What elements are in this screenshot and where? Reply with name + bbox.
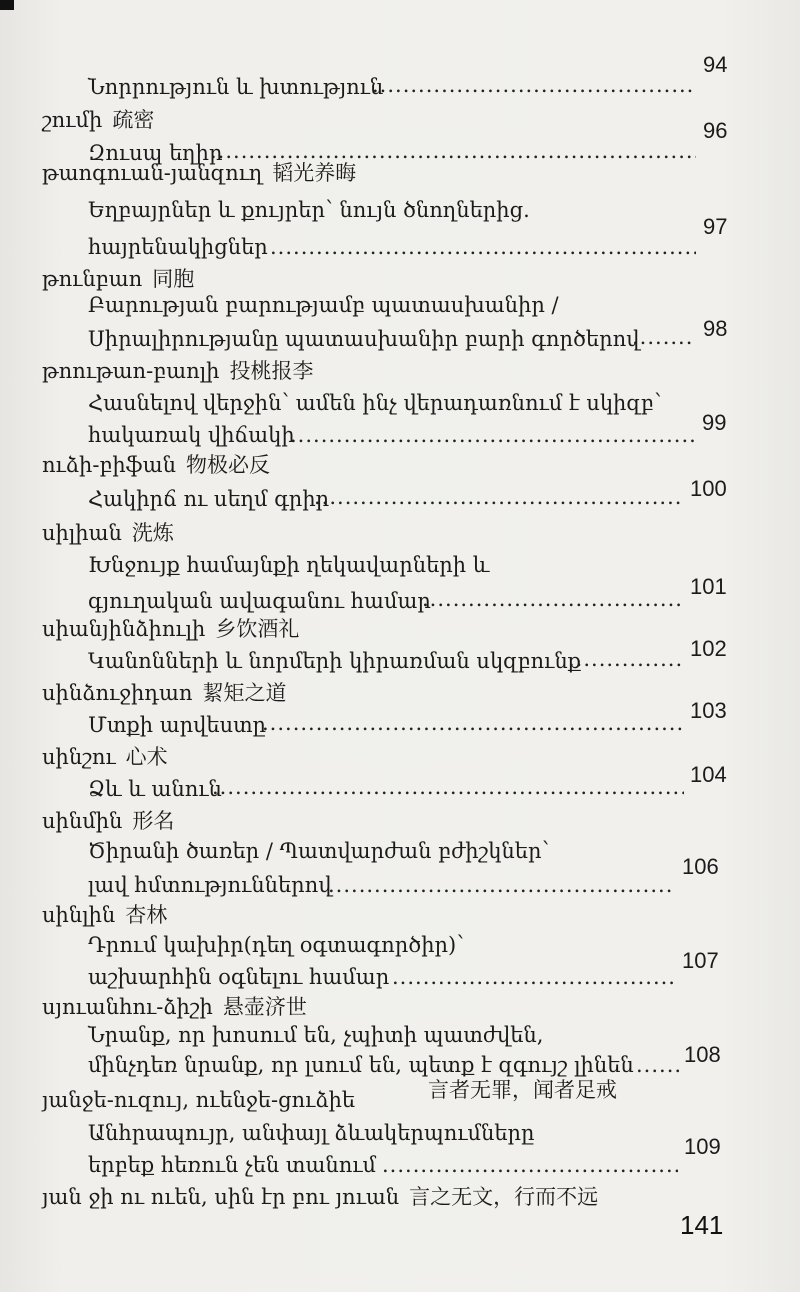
leader-dots bbox=[422, 584, 684, 614]
entry-subtitle bbox=[88, 420, 295, 450]
entry-subtitle bbox=[88, 870, 332, 900]
entry-text: Հակիրճ ու սեղմ գրիր bbox=[88, 487, 330, 511]
entry-subtitle bbox=[88, 1118, 534, 1148]
chinese-term: 形名 bbox=[132, 809, 175, 833]
entry-heading bbox=[42, 678, 287, 708]
chinese-term: 疏密 bbox=[112, 108, 155, 132]
chinese-term: 杏林 bbox=[125, 903, 168, 927]
entry-subtitle bbox=[88, 388, 661, 418]
entry-text: Դրում կախիր(դեղ օգտագործիր)՝ bbox=[88, 933, 464, 957]
heading-text: սինձուջիդաո bbox=[42, 681, 193, 705]
entry-subtitle bbox=[88, 290, 559, 320]
heading-text: թաոգուան-յանզուղ bbox=[42, 161, 263, 185]
entry-heading bbox=[42, 158, 356, 188]
chinese-term: 韬光养晦 bbox=[272, 161, 357, 185]
leader-dots bbox=[632, 322, 694, 352]
entry-text: Նորրություն և խտություն bbox=[88, 75, 384, 99]
entry-text: Կանոնների և նորմերի կիրառման սկզբունք bbox=[88, 649, 582, 673]
entry-subtitle bbox=[88, 484, 329, 514]
entry-heading bbox=[42, 518, 174, 548]
chinese-term: 洗炼 bbox=[131, 521, 174, 545]
page-ref: 98 bbox=[703, 316, 728, 341]
chinese-term: 投桃报李 bbox=[229, 359, 314, 383]
entry-heading bbox=[42, 900, 167, 930]
page-ref: 107 bbox=[682, 948, 719, 973]
page-ref: 101 bbox=[690, 574, 727, 599]
entry-text: Մտքի արվեստը bbox=[88, 713, 266, 737]
entry-subtitle bbox=[88, 195, 530, 225]
entry-subtitle bbox=[88, 646, 581, 676]
entry-subtitle bbox=[88, 930, 464, 960]
page-ref: 106 bbox=[682, 854, 719, 879]
entry-subtitle bbox=[88, 1150, 376, 1180]
entry-text: Խնջույք համայնքի ղեկավարների և bbox=[88, 553, 490, 577]
entry-text: Ծիրանի ծառեր / Պատվարժան բժիշկներ՝ bbox=[88, 839, 550, 863]
entry-subtitle bbox=[88, 1020, 543, 1050]
page-ref: 108 bbox=[684, 1042, 721, 1067]
page-number: 141 bbox=[680, 1210, 724, 1240]
entry-text: հայրենակիցներ bbox=[88, 235, 268, 259]
entry-heading bbox=[42, 806, 174, 836]
entry-text: Նրանք, որ խոսում են, չպիտի պատժվեն, bbox=[88, 1023, 544, 1047]
page-ref: 102 bbox=[690, 636, 727, 661]
entry-text: մինչդեռ նրանք, որ լսում են, պետք է զգույշ լինեն bbox=[88, 1053, 634, 1077]
page-ref: 97 bbox=[703, 214, 728, 239]
heading-text: յանջե-ուզույ, ուենջե-ցուձիե bbox=[42, 1088, 356, 1112]
entry-subtitle bbox=[88, 962, 389, 992]
entry-text: հակառակ վիճակի bbox=[88, 423, 295, 447]
leader-dots bbox=[314, 482, 684, 512]
entry-subtitle bbox=[88, 72, 383, 102]
page-ref: 103 bbox=[690, 698, 727, 723]
page-ref: 96 bbox=[703, 118, 728, 143]
entry-text: Անհրապույր, անփայլ ձևակերպումները bbox=[88, 1121, 535, 1145]
page-ref: 100 bbox=[690, 476, 727, 501]
page-ref: 104 bbox=[690, 762, 727, 787]
heading-text: սինլին bbox=[42, 903, 116, 927]
scan-corner-mark bbox=[0, 0, 14, 10]
page-ref: 109 bbox=[684, 1134, 721, 1159]
chinese-term: 乡饮酒礼 bbox=[215, 617, 300, 641]
entry-subtitle bbox=[88, 232, 268, 262]
leader-dots bbox=[392, 962, 676, 992]
heading-text: շումի bbox=[42, 108, 103, 132]
chinese-term: 言者无罪，闻者足戒 bbox=[428, 1078, 617, 1102]
leader-dots bbox=[568, 644, 684, 674]
heading-text: սյուանհու-ձիշի bbox=[42, 995, 213, 1019]
entry-text: Հասնելով վերջին՝ ամեն ինչ վերադառնում է սկիզբ՝ bbox=[88, 391, 662, 415]
chinese-term: 言之无文，行而不远 bbox=[409, 1185, 599, 1209]
entry-subtitle bbox=[88, 710, 266, 740]
chinese-term: 心术 bbox=[125, 745, 168, 769]
entry-heading bbox=[42, 1182, 598, 1212]
chinese-term: 悬壶济世 bbox=[222, 995, 307, 1019]
entry-subtitle bbox=[88, 774, 222, 804]
heading-text: թունբաո bbox=[42, 267, 143, 291]
leader-dots bbox=[212, 772, 684, 802]
entry-heading bbox=[42, 992, 307, 1022]
entry-heading bbox=[42, 105, 154, 135]
entry-subtitle bbox=[88, 836, 549, 866]
page-ref: 94 bbox=[703, 52, 728, 77]
leader-dots bbox=[328, 870, 672, 900]
entry-text: Եղբայրներ և քույրեր՝ նույն ծնողներից. bbox=[88, 198, 530, 222]
heading-text: սինշու bbox=[42, 745, 116, 769]
heading-text: սիանյինձիուլի bbox=[42, 617, 206, 641]
entry-text: գյուղական ավագանու համար bbox=[88, 589, 431, 613]
entry-subtitle bbox=[88, 324, 640, 354]
entry-text: Բարության բարությամբ պատասխանիր / bbox=[88, 293, 559, 317]
entry-heading bbox=[42, 614, 299, 644]
entry-text: երբեք հեռուն չեն տանում bbox=[88, 1153, 377, 1177]
leader-dots bbox=[636, 1050, 680, 1080]
entry-text: Սիրալիրությանը պատասխանիր բարի գործերով bbox=[88, 327, 640, 351]
heading-text: սինմին bbox=[42, 809, 123, 833]
chinese-term: 同胞 bbox=[152, 267, 195, 291]
heading-text: յան ջի ու ուեն, սին էր բու յուան bbox=[42, 1185, 400, 1209]
leader-dots bbox=[270, 232, 696, 262]
entry-heading bbox=[42, 450, 270, 480]
entry-heading bbox=[42, 356, 314, 386]
entry-text: աշխարհին օգնելու համար bbox=[88, 965, 390, 989]
leader-dots bbox=[372, 70, 696, 100]
entry-subtitle bbox=[88, 550, 489, 580]
leader-dots bbox=[262, 708, 684, 738]
heading-text: ուձի-բիֆան bbox=[42, 453, 177, 477]
entry-text: լավ հմտություններով bbox=[88, 873, 332, 897]
chinese-term: 物极必反 bbox=[186, 453, 271, 477]
entry-text: Ձև և անուն bbox=[88, 777, 222, 801]
leader-dots bbox=[290, 420, 694, 450]
entry-text: Զուսպ եղիր bbox=[88, 141, 223, 165]
heading-text: թոութաո-բաոլի bbox=[42, 359, 220, 383]
entry-subtitle bbox=[88, 586, 431, 616]
heading-text: սիլիան bbox=[42, 521, 122, 545]
leader-dots bbox=[382, 1150, 678, 1180]
chinese-term: 絜矩之道 bbox=[202, 681, 287, 705]
page-ref: 99 bbox=[702, 410, 727, 435]
entry-heading bbox=[42, 1085, 355, 1115]
entry-heading bbox=[42, 742, 168, 772]
